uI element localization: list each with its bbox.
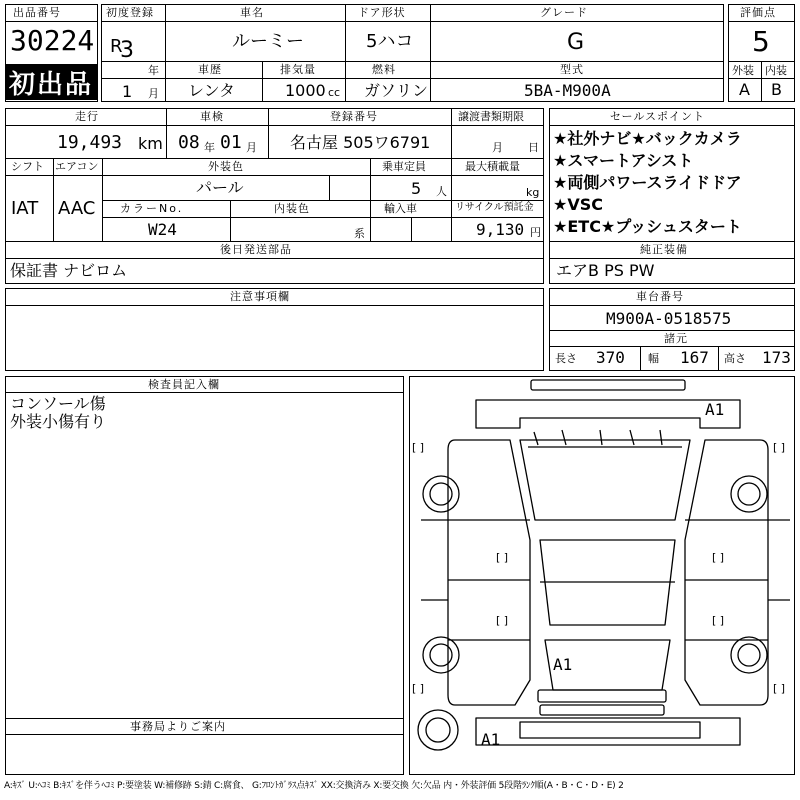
displacement: 1000 [285, 81, 326, 100]
fuel: ガソリン [364, 81, 429, 100]
era-year: 3 [120, 38, 134, 63]
bracket-mark: [ ] [496, 551, 509, 564]
history-label: 車歴 [198, 63, 222, 76]
length-label: 長さ [555, 352, 577, 365]
office-label: 事務局よりご案内 [130, 720, 226, 733]
ext-color-label: 外装色 [208, 160, 244, 173]
sales-point-line: ★両側パワースライドドア [553, 173, 742, 192]
import-label: 輸入車 [384, 202, 417, 215]
lot-number: 30224 [10, 24, 95, 57]
fuel-label: 燃料 [372, 63, 396, 76]
mileage: 19,493 [57, 132, 123, 153]
color-no-label: カラーNo. [120, 202, 184, 215]
bracket-mark: [ ] [412, 682, 425, 695]
inspection-year: 08 [178, 132, 200, 153]
bracket-mark: [ ] [712, 614, 725, 627]
lot-label: 出品番号 [13, 6, 61, 19]
chassis-number: M900A-0518575 [606, 309, 732, 328]
displacement-label: 排気量 [280, 63, 316, 76]
dimensions-label: 諸元 [664, 332, 688, 345]
shift: IAT [11, 198, 39, 219]
chassis-label: 車台番号 [636, 290, 684, 303]
first-listing-badge: 初出品 [5, 64, 97, 100]
reg-month: 1 [122, 82, 133, 101]
exterior-grade: A [739, 80, 750, 99]
inspection-label: 車検 [200, 110, 224, 123]
score: 5 [752, 25, 770, 58]
later-parts-label: 後日発送部品 [220, 243, 292, 256]
inspector-note: コンソール傷 [10, 394, 106, 413]
bracket-mark: [ ] [496, 614, 509, 627]
model-label: 型式 [560, 63, 584, 76]
genuine-equipment-label: 純正装備 [640, 243, 688, 256]
door-type: 5ハコ [366, 31, 414, 52]
inspector-note: 外装小傷有り [10, 412, 107, 431]
mileage-unit: km [138, 134, 163, 153]
inspection-year-unit: 年 [204, 141, 215, 154]
max-load-label: 最大積載量 [465, 160, 520, 173]
interior-label: 内装 [765, 64, 787, 77]
max-load-unit: kg [526, 186, 540, 199]
sales-point-line: ★ETC★プッシュスタート [553, 217, 742, 236]
car-name: ルーミー [232, 31, 304, 52]
bracket-mark: [ ] [773, 441, 786, 454]
year-unit: 年 [148, 64, 159, 77]
legend: A:ｷｽﾞ U:ﾍｺﾐ B:ｷｽﾞを伴うﾍｺﾐ P:要塗装 W:補修跡 S:錆 C:腐食、 G:ﾌﾛﾝﾄｶﾞﾗｽ点ｷｽﾞ XX:交換済み X:要交換 欠:欠品 内・外装評価 5段階ﾗﾝｸ順(A・B・C・D・E) 2 [4, 781, 624, 791]
interior-grade: B [771, 80, 782, 99]
sales-point-line: ★スマートアシスト [553, 151, 694, 170]
shift-label: シフト [11, 160, 44, 173]
mileage-label: 走行 [75, 110, 99, 123]
transfer-day-unit: 日 [528, 141, 539, 154]
exterior-label: 外装 [732, 64, 754, 77]
bracket-mark: [ ] [412, 441, 425, 454]
height-label: 高さ [724, 352, 746, 365]
height: 173 [762, 348, 791, 367]
width-label: 幅 [648, 352, 659, 365]
sales-point-line: ★社外ナビ★バックカメラ [553, 129, 742, 148]
damage-mark: A1 [481, 730, 501, 749]
int-color-unit: 系 [354, 227, 365, 240]
bracket-mark: [ ] [773, 682, 786, 695]
capacity-label: 乗車定員 [382, 160, 426, 173]
sales-points-label: セールスポイント [610, 110, 706, 123]
grade: G [567, 30, 585, 55]
recycle-unit: 円 [530, 226, 541, 239]
damage-mark: A1 [705, 400, 725, 419]
recycle-label: リサイクル預託金 [455, 202, 534, 213]
history: レンタ [188, 81, 235, 100]
grade-label: グレード [540, 6, 588, 19]
car-name-label: 車名 [240, 6, 264, 19]
model-code: 5BA-M900A [524, 81, 611, 100]
bracket-mark: [ ] [712, 551, 725, 564]
capacity: 5 [411, 179, 422, 198]
inspection-month-unit: 月 [246, 141, 257, 154]
plate-number: 名古屋 505ワ6791 [290, 133, 431, 152]
inspection-month: 01 [220, 132, 242, 153]
plate-label: 登録番号 [330, 110, 378, 123]
width: 167 [680, 348, 709, 367]
inspector-label: 検査員記入欄 [148, 378, 220, 391]
transfer-label: 譲渡書類期限 [458, 110, 524, 123]
later-parts: 保証書 ナビロム [10, 261, 128, 280]
door-label: ドア形状 [358, 6, 406, 19]
capacity-unit: 人 [436, 185, 447, 198]
ext-color: パール [196, 178, 244, 197]
score-label: 評価点 [740, 6, 776, 19]
first-reg-label: 初度登録 [106, 6, 154, 19]
ac-label: エアコン [55, 160, 99, 173]
damage-mark: A1 [553, 655, 573, 674]
int-color-label: 内装色 [274, 202, 310, 215]
genuine-equipment: エアB PS PW [556, 261, 655, 280]
month-unit: 月 [148, 87, 159, 100]
sales-point-line: ★VSC [553, 195, 603, 214]
era: R [110, 36, 123, 57]
transfer-month-unit: 月 [492, 141, 503, 154]
recycle-fee: 9,130 [476, 220, 525, 239]
color-no: W24 [148, 220, 177, 239]
ac: AAC [58, 198, 96, 219]
notes-label: 注意事項欄 [230, 290, 290, 303]
displacement-unit: cc [328, 86, 341, 99]
length: 370 [596, 348, 625, 367]
